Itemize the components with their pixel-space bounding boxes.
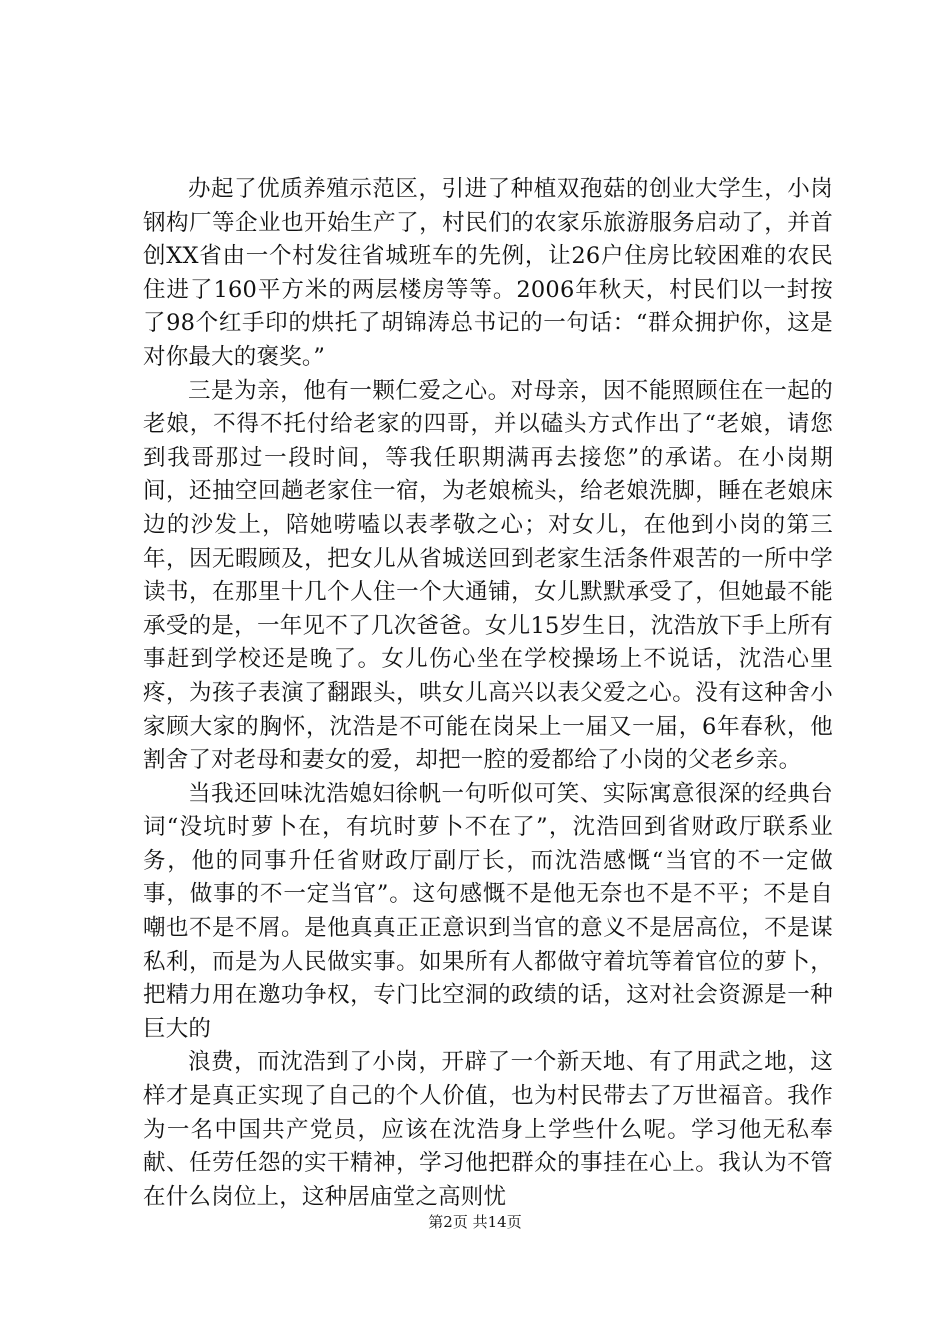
paragraph: 三是为亲，他有一颗仁爱之心。对母亲，因不能照顾住在一起的老娘，不得不托付给老家的四哥，并以磕头方式作出了“老娘，请您到我哥那过一段时间，等我任职期满再去接您”的承诺。在小岗期间，还抽空回趟老家住一宿，为老娘梳头，给老娘洗脚，睡在老娘床边的沙发上，陪她唠嗑以表孝敬之心；对女儿，在他到小岗的第三年，因无暇顾及，把女儿从省城送回到老家生活条件艰苦的一所中学读书，在那里十几个人住一个大通铺，女儿默默承受了，但她最不能承受的是，一年见不了几次爸爸。女儿15岁生日，沈浩放下手上所有事赶到学校还是晚了。女儿伤心坐在学校操场上不说话，沈浩心里疼，为孩子表演了翻跟头，哄女儿高兴以表父爱之心。没有这种舍小家顾大家的胸怀，沈浩是不可能在岗呆上一届又一届，6年春秋，他割舍了对老母和妻女的爱，却把一腔的爱都给了小岗的父老乡亲。 <box>143 377 833 774</box>
body-text <box>143 173 833 1214</box>
paragraph: 浪费，而沈浩到了小岗，开辟了一个新天地、有了用武之地，这样才是真正实现了自己的个人价值，也为村民带去了万世福音。我作为一名中国共产党员，应该在沈浩身上学些什么呢。学习他无私奉献、任劳任怨的实干精神，学习他把群众的事挂在心上。我认为不管在什么岗位上，这种居庙堂之高则忧 <box>143 1049 833 1210</box>
page-footer: 第2页 共14页 <box>428 1213 522 1231</box>
paragraph: 当我还回味沈浩媳妇徐帆一句听似可笑、实际寓意很深的经典台词“没坑时萝卜在，有坑时萝卜不在了”，沈浩回到省财政厅联系业务，他的同事升任省财政厅副厅长，而沈浩感慨“当官的不一定做事，做事的不一定当官”。这句感慨不是他无奈也不是不平；不是自嘲也不是不屑。是他真真正正意识到当官的意义不是居高位，不是谋私利，而是为人民做实事。如果所有人都做守着坑等着官位的萝卜，把精力用在邀功争权，专门比空洞的政绩的话，这对社会资源是一种巨大的 <box>143 780 833 1042</box>
paragraph: 办起了优质养殖示范区，引进了种植双孢菇的创业大学生，小岗钢构厂等企业也开始生产了，村民们的农家乐旅游服务启动了，并首创XX省由一个村发往省城班车的先例，让26户住房比较困难的农民住进了160平方米的两层楼房等等。2006年秋天，村民们以一封按了98个红手印的烘托了胡锦涛总书记的一句话：“群众拥护你，这是对你最大的褒奖。” <box>143 176 833 370</box>
